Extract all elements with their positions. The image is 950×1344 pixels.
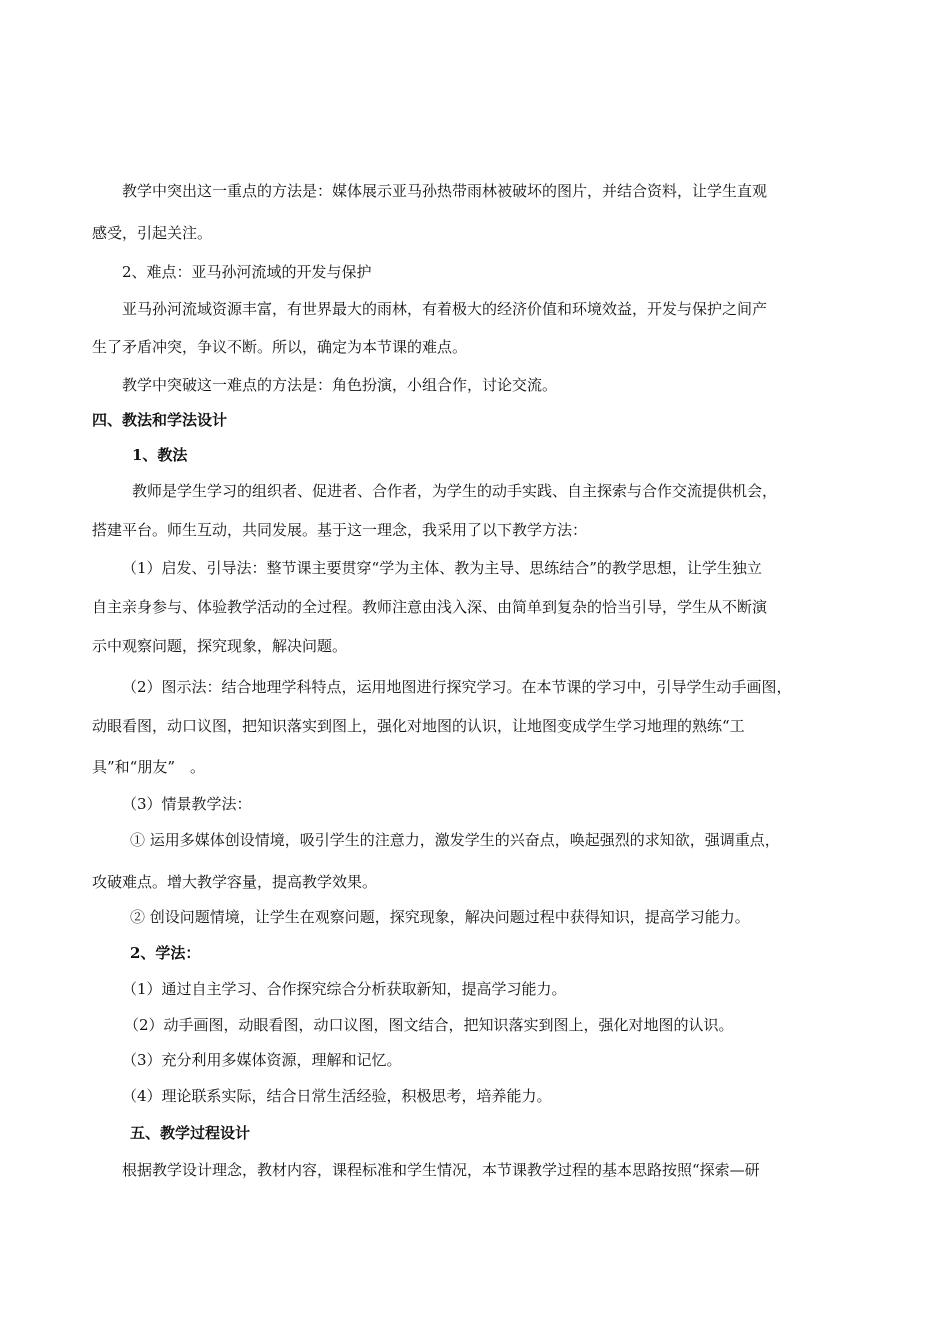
paragraph-line: 亚马孙河流域资源丰富，有世界最大的雨林，有着极大的经济价值和环境效益，开发与保护之间产 (122, 300, 768, 318)
section-heading: 五、教学过程设计 (130, 1124, 251, 1142)
paragraph-line: 搭建平台。师生互动，共同发展。基于这一理念，我采用了以下教学方法： (92, 521, 588, 539)
paragraph-line: 攻破难点。增大教学容量，提高教学效果。 (92, 873, 378, 891)
paragraph-line: 教师是学生学习的组织者、促进者、合作者，为学生的动手实践、自主探索与合作交流提供机会， (132, 482, 778, 500)
paragraph-line: （2）动手画图，动眼看图，动口议图，图文结合，把知识落实到图上，强化对地图的认识。 (124, 1016, 734, 1034)
paragraph-line: （2）图示法：结合地理学科特点，运用地图进行探究学习。在本节课的学习中，引导学生动手画图， (122, 678, 792, 696)
paragraph-line: 2、难点：亚马孙河流域的开发与保护 (122, 263, 372, 281)
paragraph-line: （3）充分利用多媒体资源，理解和记忆。 (122, 1051, 402, 1069)
paragraph-line: 教学中突出这一重点的方法是：媒体展示亚马孙热带雨林被破坏的图片，并结合资料，让学生直观 (122, 182, 768, 200)
subsection-heading: 1、教法 (132, 446, 188, 464)
subsection-heading: 2、学法： (130, 944, 201, 962)
paragraph-line: ① 运用多媒体创设情境，吸引学生的注意力，激发学生的兴奋点，唤起强烈的求知欲，强调重点， (130, 831, 780, 849)
paragraph-line: 动眼看图，动口议图，把知识落实到图上，强化对地图的认识，让地图变成学生学习地理的熟练“工 (92, 717, 745, 735)
paragraph-line: ② 创设问题情境，让学生在观察问题，探究现象，解决问题过程中获得知识，提高学习能力。 (130, 908, 750, 926)
paragraph-line: 根据教学设计理念，教材内容，课程标准和学生情况，本节课教学过程的基本思路按照“探索—研 (122, 1161, 760, 1179)
paragraph-line: 具”和“朋友” 。 (92, 758, 206, 776)
paragraph-line: （1）通过自主学习、合作探究综合分析获取新知，提高学习能力。 (122, 980, 567, 998)
paragraph-line: （1）启发、引导法：整节课主要贯穿“学为主体、教为主导、思练结合”的教学思想，让学生独立 (122, 559, 762, 577)
paragraph-line: （4）理论联系实际，结合日常生活经验，积极思考，培养能力。 (122, 1087, 552, 1105)
paragraph-line: 生了矛盾冲突，争议不断。所以，确定为本节课的难点。 (92, 338, 468, 356)
paragraph-line: 示中观察问题，探究现象，解决问题。 (92, 637, 348, 655)
section-heading: 四、教法和学法设计 (92, 411, 228, 429)
paragraph-line: 教学中突破这一难点的方法是：角色扮演，小组合作，讨论交流。 (122, 376, 558, 394)
paragraph-line: 感受，引起关注。 (92, 224, 213, 242)
paragraph-line: （3）情景教学法： (122, 795, 252, 813)
paragraph-line: 自主亲身参与、体验教学活动的全过程。教师注意由浅入深、由简单到复杂的恰当引导，学生从不断演 (92, 598, 768, 616)
